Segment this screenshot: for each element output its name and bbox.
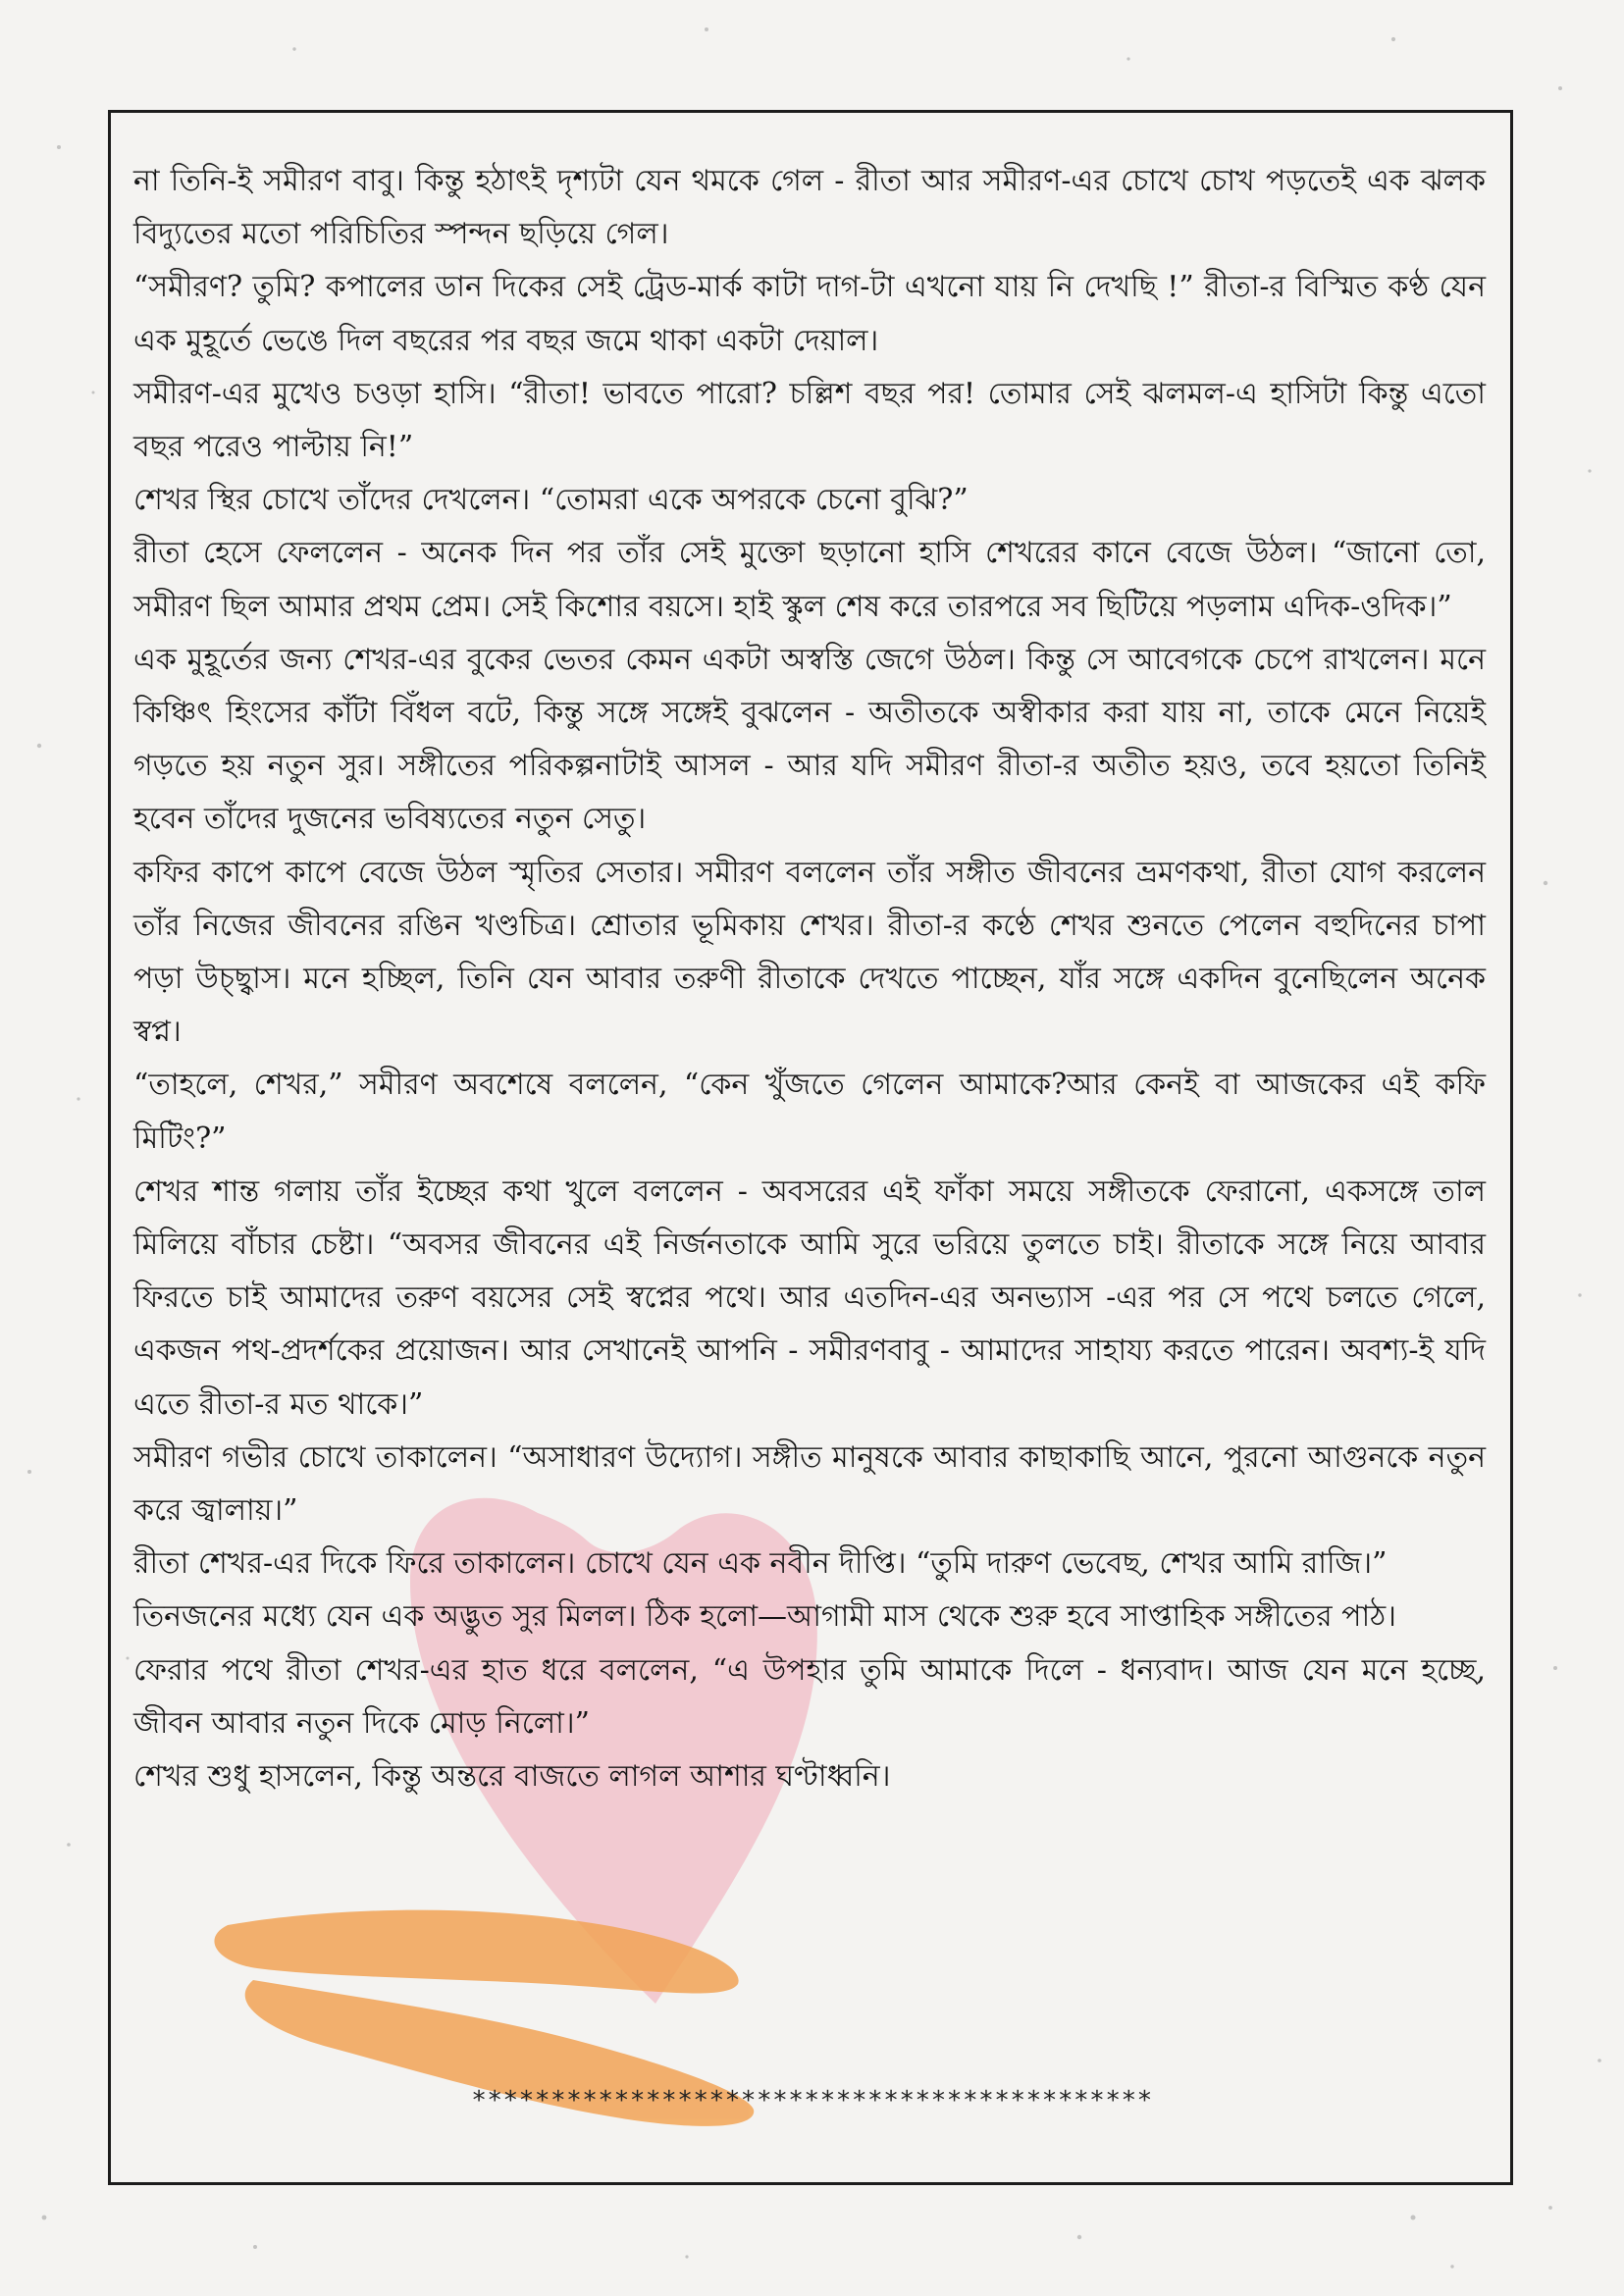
story-text: [133, 155, 1486, 1803]
paragraph: কফির কাপে কাপে বেজে উঠল স্মৃতির সেতার। সমীরণ বললেন তাঁর সঙ্গীত জীবনের ভ্রমণকথা, রীতা যোগ করলেন তাঁর নিজের জীবনের রঙিন খণ্ডচিত্র। শ্রোতার ভূমিকায় শেখর। রীতা-র কণ্ঠে শেখর শুনতে পেলেন বহুদিনের চাপা পড়া উচ্ছ্বাস। মনে হচ্ছিল, তিনি যেন আবার তরুণী রীতাকে দেখতে পাচ্ছেন, যাঁর সঙ্গে একদিন বুনেছিলেন অনেক স্বপ্ন।: [133, 855, 1486, 1050]
paragraph: শেখর শান্ত গলায় তাঁর ইচ্ছের কথা খুলে বললেন - অবসরের এই ফাঁকা সময়ে সঙ্গীতকে ফেরানো, একসঙ্গে তাল মিলিয়ে বাঁচার চেষ্টা। “অবসর জীবনের এই নির্জনতাকে আমি সুরে ভরিয়ে তুলতে চাই। রীতাকে সঙ্গে নিয়ে আবার ফিরতে চাই আমাদের তরুণ বয়সের সেই স্বপ্নের পথে। আর এতদিন-এর অনভ্যাস -এর পর সে পথে চলতে গেলে, একজন পথ-প্রদর্শকের প্রয়োজন। আর সেখানেই আপনি - সমীরণবাবু - আমাদের সাহায্য করতে পারেন। অবশ্য-ই যদি এতে রীতা-র মত থাকে।”: [133, 1174, 1486, 1422]
paragraph: না তিনি-ই সমীরণ বাবু। কিন্তু হঠাৎই দৃশ্যটা যেন থমকে গেল - রীতা আর সমীরণ-এর চোখে চোখ পড়তেই এক ঝলক বিদ্যুতের মতো পরিচিতির স্পন্দন ছড়িয়ে গেল।: [133, 164, 1486, 252]
end-marker: *******************************************: [471, 2086, 1153, 2115]
paragraph: সমীরণ-এর মুখেও চওড়া হাসি। “রীতা! ভাবতে পারো? চল্লিশ বছর পর! তোমার সেই ঝলমল-এ হাসিটা কিন্তু এতো বছর পরেও পাল্টায় নি!”: [133, 376, 1486, 465]
paragraph: সমীরণ গভীর চোখে তাকালেন। “অসাধারণ উদ্যোগ। সঙ্গীত মানুষকে আবার কাছাকাছি আনে, পুরনো আগুনকে নতুন করে জ্বালায়।”: [133, 1439, 1486, 1529]
paragraph: “তাহলে, শেখর,” সমীরণ অবশেষে বললেন, “কেন খুঁজতে গেলেন আমাকে?আর কেনই বা আজকের এই কফি মিটিং?”: [133, 1068, 1486, 1156]
paragraph: শেখর শুধু হাসলেন, কিন্তু অন্তরে বাজতে লাগল আশার ঘণ্টাধ্বনি।: [133, 1759, 891, 1795]
paragraph: ফেরার পথে রীতা শেখর-এর হাত ধরে বললেন, “এ উপহার তুমি আমাকে দিলে - ধন্যবাদ। আজ যেন মনে হচ্ছে, জীবন আবার নতুন দিকে মোড় নিলো।”: [133, 1652, 1486, 1741]
paragraph: তিনজনের মধ্যে যেন এক অদ্ভুত সুর মিলল। ঠিক হলো—আগামী মাস থেকে শুরু হবে সাপ্তাহিক সঙ্গীতের পাঠ।: [133, 1599, 1396, 1635]
paragraph: “সমীরণ? তুমি? কপালের ডান দিকের সেই ট্রেড-মার্ক কাটা দাগ-টা এখনো যায় নি দেখছি !” রীতা-র বিস্মিত কণ্ঠ যেন এক মুহূর্তে ভেঙে দিল বছরের পর বছর জমে থাকা একটা দেয়াল।: [133, 270, 1486, 358]
paragraph: এক মুহূর্তের জন্য শেখর-এর বুকের ভেতর কেমন একটা অস্বস্তি জেগে উঠল। কিন্তু সে আবেগকে চেপে রাখলেন। মনে কিঞ্চিৎ হিংসের কাঁটা বিঁধল বটে, কিন্তু সঙ্গে সঙ্গেই বুঝলেন - অতীতকে অস্বীকার করা যায় না, তাকে মেনে নিয়েই গড়তে হয় নতুন সুর। সঙ্গীতের পরিকল্পনাটাই আসল - আর যদি সমীরণ রীতা-র অতীত হয়ও, তবে হয়তো তিনিই হবেন তাঁদের দুজনের ভবিষ্যতের নতুন সেতু।: [133, 642, 1486, 837]
paragraph: রীতা হেসে ফেললেন - অনেক দিন পর তাঁর সেই মুক্তো ছড়ানো হাসি শেখরের কানে বেজে উঠল। “জানো তো, সমীরণ ছিল আমার প্রথম প্রেম। সেই কিশোর বয়সে। হাই স্কুল শেষ করে তারপরে সব ছিটিয়ে পড়লাম এদিক-ওদিক।”: [133, 536, 1486, 624]
paragraph: শেখর স্থির চোখে তাঁদের দেখলেন। “তোমরা একে অপরকে চেনো বুঝি?”: [133, 483, 969, 518]
paragraph: রীতা শেখর-এর দিকে ফিরে তাকালেন। চোখে যেন এক নবীন দীপ্তি। “তুমি দারুণ ভেবেছ, শেখর আমি রাজি।”: [133, 1546, 1388, 1582]
